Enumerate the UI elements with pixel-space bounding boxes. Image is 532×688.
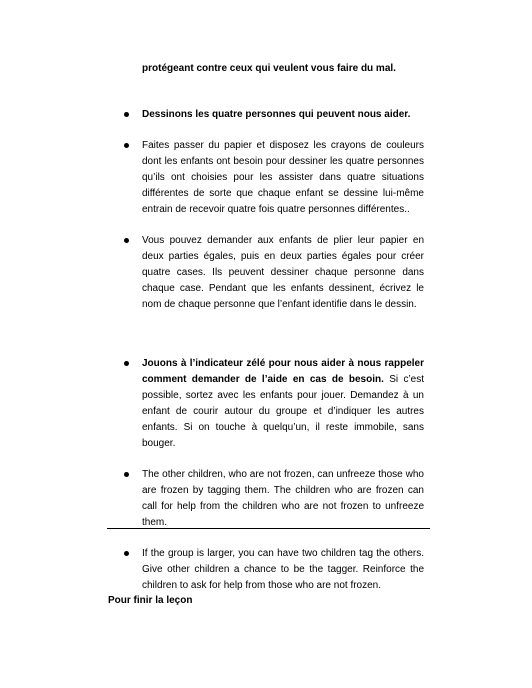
bullet-item-5 [124,467,424,531]
bullet-dot-icon [124,361,129,366]
bullet-text: Si c’est possible, sortez avec les enfants pour jouer. Demandez à un enfant de courir autour du groupe et d’indiquer les autres enfants. Si on touche à quelqu’un, il reste immobile, sans bouger. [142,374,424,449]
horizontal-divider [107,528,430,529]
bullet-list [124,107,424,609]
bullet-item-1 [124,107,424,123]
bullet-title: Dessinons les quatre personnes qui peuvent nous aider. [142,109,411,120]
bullet-dot-icon [124,143,129,148]
bullet-item-6 [124,546,424,594]
bullet-dot-icon [124,238,129,243]
section-heading: Pour finir la leçon [108,595,193,606]
bullet-item-4 [124,356,424,452]
bullet-text: The other children, who are not frozen, can unfreeze those who are frozen by tagging them. The children who are frozen can call for help from the children who are not frozen to unfreeze them. [142,469,424,528]
bullet-dot-icon [124,472,129,477]
bullet-title: Jouons à l’indicateur zélé pour nous aider à nous rappeler comment demander de l’aide en cas de besoin. [142,358,424,385]
bullet-text: If the group is larger, you can have two children tag the others. Give other children a chance to be the tagger. Reinforce the children to ask for help from those who are not frozen. [142,548,424,591]
bullet-dot-icon [124,551,129,556]
bullet-text: Faites passer du papier et disposez les crayons de couleurs dont les enfants ont besoin pour dessiner les quatre personnes qu’ils ont choisies pour les assister dans quatre situations différentes de sorte que chaque enfant se dessine lui-même entrain de recevoir quatre fois quatre personnes différentes.. [142,140,424,215]
bullet-text: Vous pouvez demander aux enfants de plier leur papier en deux parties égales, puis en deux parties égales pour créer quatre cases. Ils peuvent dessiner chaque personne dans chaque case. Pendant que les enfants dessinent, écrivez le nom de chaque personne que l’enfant identifie dans le dessin. [142,235,424,310]
intro-line: protégeant contre ceux qui veulent vous faire du mal. [142,63,396,74]
bullet-item-3 [124,233,424,313]
bullet-item-2 [124,138,424,218]
bullet-dot-icon [124,112,129,117]
